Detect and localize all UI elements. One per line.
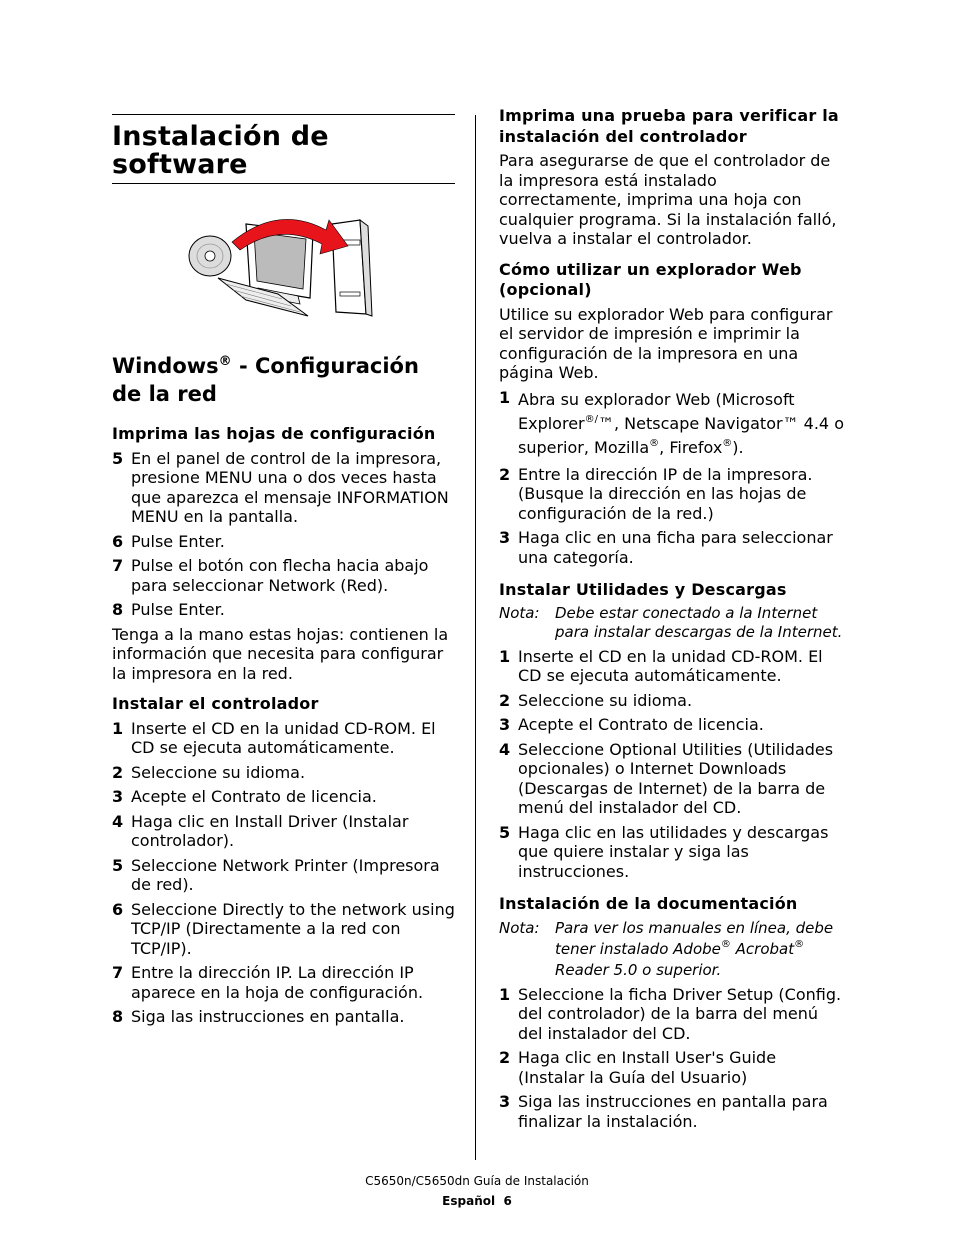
step-item	[112, 556, 455, 595]
step-text: Acepte el Contrato de licencia.	[518, 715, 764, 734]
registered-mark: ®	[722, 437, 733, 449]
step-text: Seleccione Directly to the network using TCP/IP (Directamente a la red con TCP/IP).	[131, 899, 455, 958]
step-item	[112, 812, 455, 851]
step-item	[499, 1048, 844, 1087]
step-text: Inserte el CD en la unidad CD-ROM. El CD se ejecuta automáticamente.	[131, 718, 436, 757]
registered-mark: ®/	[584, 413, 598, 425]
print-config-heading: Imprima las hojas de configuración	[112, 424, 436, 443]
step-number: 5	[112, 448, 124, 468]
step-number: 2	[499, 464, 511, 484]
footer-guide-title: C5650n/C5650dn Guía de Instalación	[365, 1174, 589, 1188]
note-label: Nota:	[499, 918, 540, 937]
step-text: Seleccione Network Printer (Impresora de red).	[131, 855, 440, 894]
step-number: 3	[499, 1092, 511, 1111]
test-print-heading: Imprima una prueba para verificar la instalación del controlador	[499, 106, 839, 146]
step-text-part: ™, Netscape Navigator™ 4.4 o superior, Mozilla	[518, 413, 844, 457]
utilities-note	[499, 604, 844, 642]
documentation-heading: Instalación de la documentación	[499, 894, 798, 913]
step-item	[112, 787, 455, 807]
step-text: Seleccione su idioma.	[131, 762, 306, 782]
title-rule-top	[112, 114, 455, 115]
step-item	[112, 600, 455, 620]
step-text: Entre la dirección IP de la impresora. (Busque la dirección en las hojas de configuración de la red.)	[518, 464, 813, 523]
step-item	[499, 715, 844, 735]
step-text: Seleccione su idioma.	[518, 690, 693, 710]
step-number: 3	[112, 787, 124, 806]
step-item	[112, 963, 455, 1002]
step-item	[499, 647, 844, 686]
section-heading-windows	[112, 352, 455, 408]
step-item	[112, 900, 455, 959]
step-item	[499, 740, 844, 818]
step-item	[112, 449, 455, 527]
step-text: Pulse Enter.	[131, 600, 225, 619]
utilities-heading: Instalar Utilidades y Descargas	[499, 580, 787, 599]
step-item	[499, 1092, 844, 1131]
step-number: 1	[499, 984, 511, 1004]
step-number: 1	[112, 718, 124, 738]
step-text: Seleccione Optional Utilities (Utilidades opcionales) o Internet Downloads (Descargas de Internet) de la barra de menú del instalador del CD.	[518, 739, 834, 817]
print-config-note: Tenga a la mano estas hojas: contienen la información que necesita para configurar la impresora en la red.	[112, 624, 449, 683]
right-column	[499, 106, 844, 1131]
step-number: 6	[112, 899, 124, 919]
title-rule-bottom	[112, 183, 455, 184]
documentation-steps	[499, 985, 844, 1132]
step-number: 2	[499, 690, 511, 710]
step-item	[112, 719, 455, 758]
section-heading-main: Windows	[112, 354, 219, 378]
install-driver-steps	[112, 719, 455, 1027]
step-text: Seleccione la ficha Driver Setup (Config. del controlador) de la barra del menú del instalador del CD.	[518, 984, 842, 1043]
step-number: 7	[112, 556, 124, 575]
step-number: 4	[112, 811, 124, 831]
step-item	[499, 528, 844, 567]
step-number: 8	[112, 1007, 124, 1026]
step-text: Haga clic en las utilidades y descargas que quiere instalar y siga las instrucciones.	[518, 822, 829, 881]
step-text: Inserte el CD en la unidad CD-ROM. El CD se ejecuta automáticamente.	[518, 646, 823, 685]
step-number: 3	[499, 528, 511, 547]
registered-mark: ®	[720, 938, 731, 950]
step-item	[499, 691, 844, 711]
step-text: Acepte el Contrato de licencia.	[131, 787, 377, 806]
step-text-part: ).	[732, 437, 744, 457]
step-text: Siga las instrucciones en pantalla.	[131, 1007, 405, 1026]
step-text: Pulse Enter.	[131, 531, 225, 551]
page-title: Instalación de software	[112, 121, 329, 180]
install-driver-heading: Instalar el controlador	[112, 694, 319, 713]
step-number: 6	[112, 531, 124, 551]
step-item	[112, 532, 455, 552]
step-number: 2	[499, 1048, 511, 1067]
utilities-steps	[499, 647, 844, 882]
note-text	[555, 918, 844, 981]
step-text: Haga clic en Install Driver (Instalar controlador).	[131, 811, 409, 850]
footer-page-number: Español 6	[442, 1194, 512, 1208]
note-label: Nota:	[499, 603, 540, 622]
step-number: 1	[499, 646, 511, 666]
step-number: 7	[112, 963, 124, 982]
web-browser-steps	[499, 388, 844, 568]
step-text	[518, 388, 844, 460]
registered-mark: ®	[218, 354, 232, 369]
print-config-steps	[112, 449, 455, 620]
step-text: Siga las instrucciones en pantalla para finalizar la instalación.	[518, 1092, 828, 1131]
step-item	[499, 465, 844, 524]
web-browser-text: Utilice su explorador Web para configurar el servidor de impresión e imprimir la configuración de la impresora en una página Web.	[499, 304, 833, 382]
step-item	[499, 823, 844, 882]
note-text-part: Reader 5.0 o superior.	[555, 960, 722, 979]
step-text: En el panel de control de la impresora, presione MENU una o dos veces hasta que aparezca el mensaje INFORMATION MENU en la pantalla.	[131, 448, 449, 526]
left-column	[112, 114, 455, 1027]
registered-mark: ®	[649, 437, 660, 449]
step-item	[112, 1007, 455, 1027]
step-number: 1	[499, 387, 511, 407]
step-text-part: Abra su explorador Web (Microsoft Explorer	[518, 389, 795, 433]
step-number: 5	[112, 855, 124, 875]
documentation-note	[499, 918, 844, 981]
step-text: Haga clic en una ficha para seleccionar una categoría.	[518, 528, 833, 567]
note-text: Debe estar conectado a la Internet para instalar descargas de la Internet.	[555, 603, 843, 641]
step-number: 4	[499, 739, 511, 759]
step-number: 3	[499, 715, 511, 734]
step-number: 2	[112, 762, 124, 782]
web-browser-heading: Cómo utilizar un explorador Web (opcional)	[499, 259, 802, 299]
software-install-illustration	[188, 212, 378, 322]
note-text-part: Para ver los manuales en línea, debe tener instalado Adobe	[555, 918, 834, 958]
step-number: 8	[112, 600, 124, 619]
step-text-part: , Firefox	[659, 437, 723, 457]
step-item	[112, 856, 455, 895]
note-text-part: Acrobat	[730, 939, 795, 958]
step-text: Entre la dirección IP. La dirección IP aparece en la hoja de configuración.	[131, 963, 424, 1002]
test-print-text: Para asegurarse de que el controlador de la impresora está instalado correctamente, imprima una hoja con cualquier programa. Si la instalación falló, vuelva a instalar el controlador.	[499, 151, 837, 248]
registered-mark: ®	[794, 938, 805, 950]
section-heading-rest: - Configuración de la red	[112, 354, 419, 406]
step-item	[499, 388, 844, 460]
step-text: Haga clic en Install User's Guide (Instalar la Guía del Usuario)	[518, 1048, 777, 1087]
step-item	[112, 763, 455, 783]
step-text: Pulse el botón con flecha hacia abajo para seleccionar Network (Red).	[131, 556, 429, 595]
step-item	[499, 985, 844, 1044]
column-divider	[475, 115, 476, 1160]
step-number: 5	[499, 822, 511, 842]
